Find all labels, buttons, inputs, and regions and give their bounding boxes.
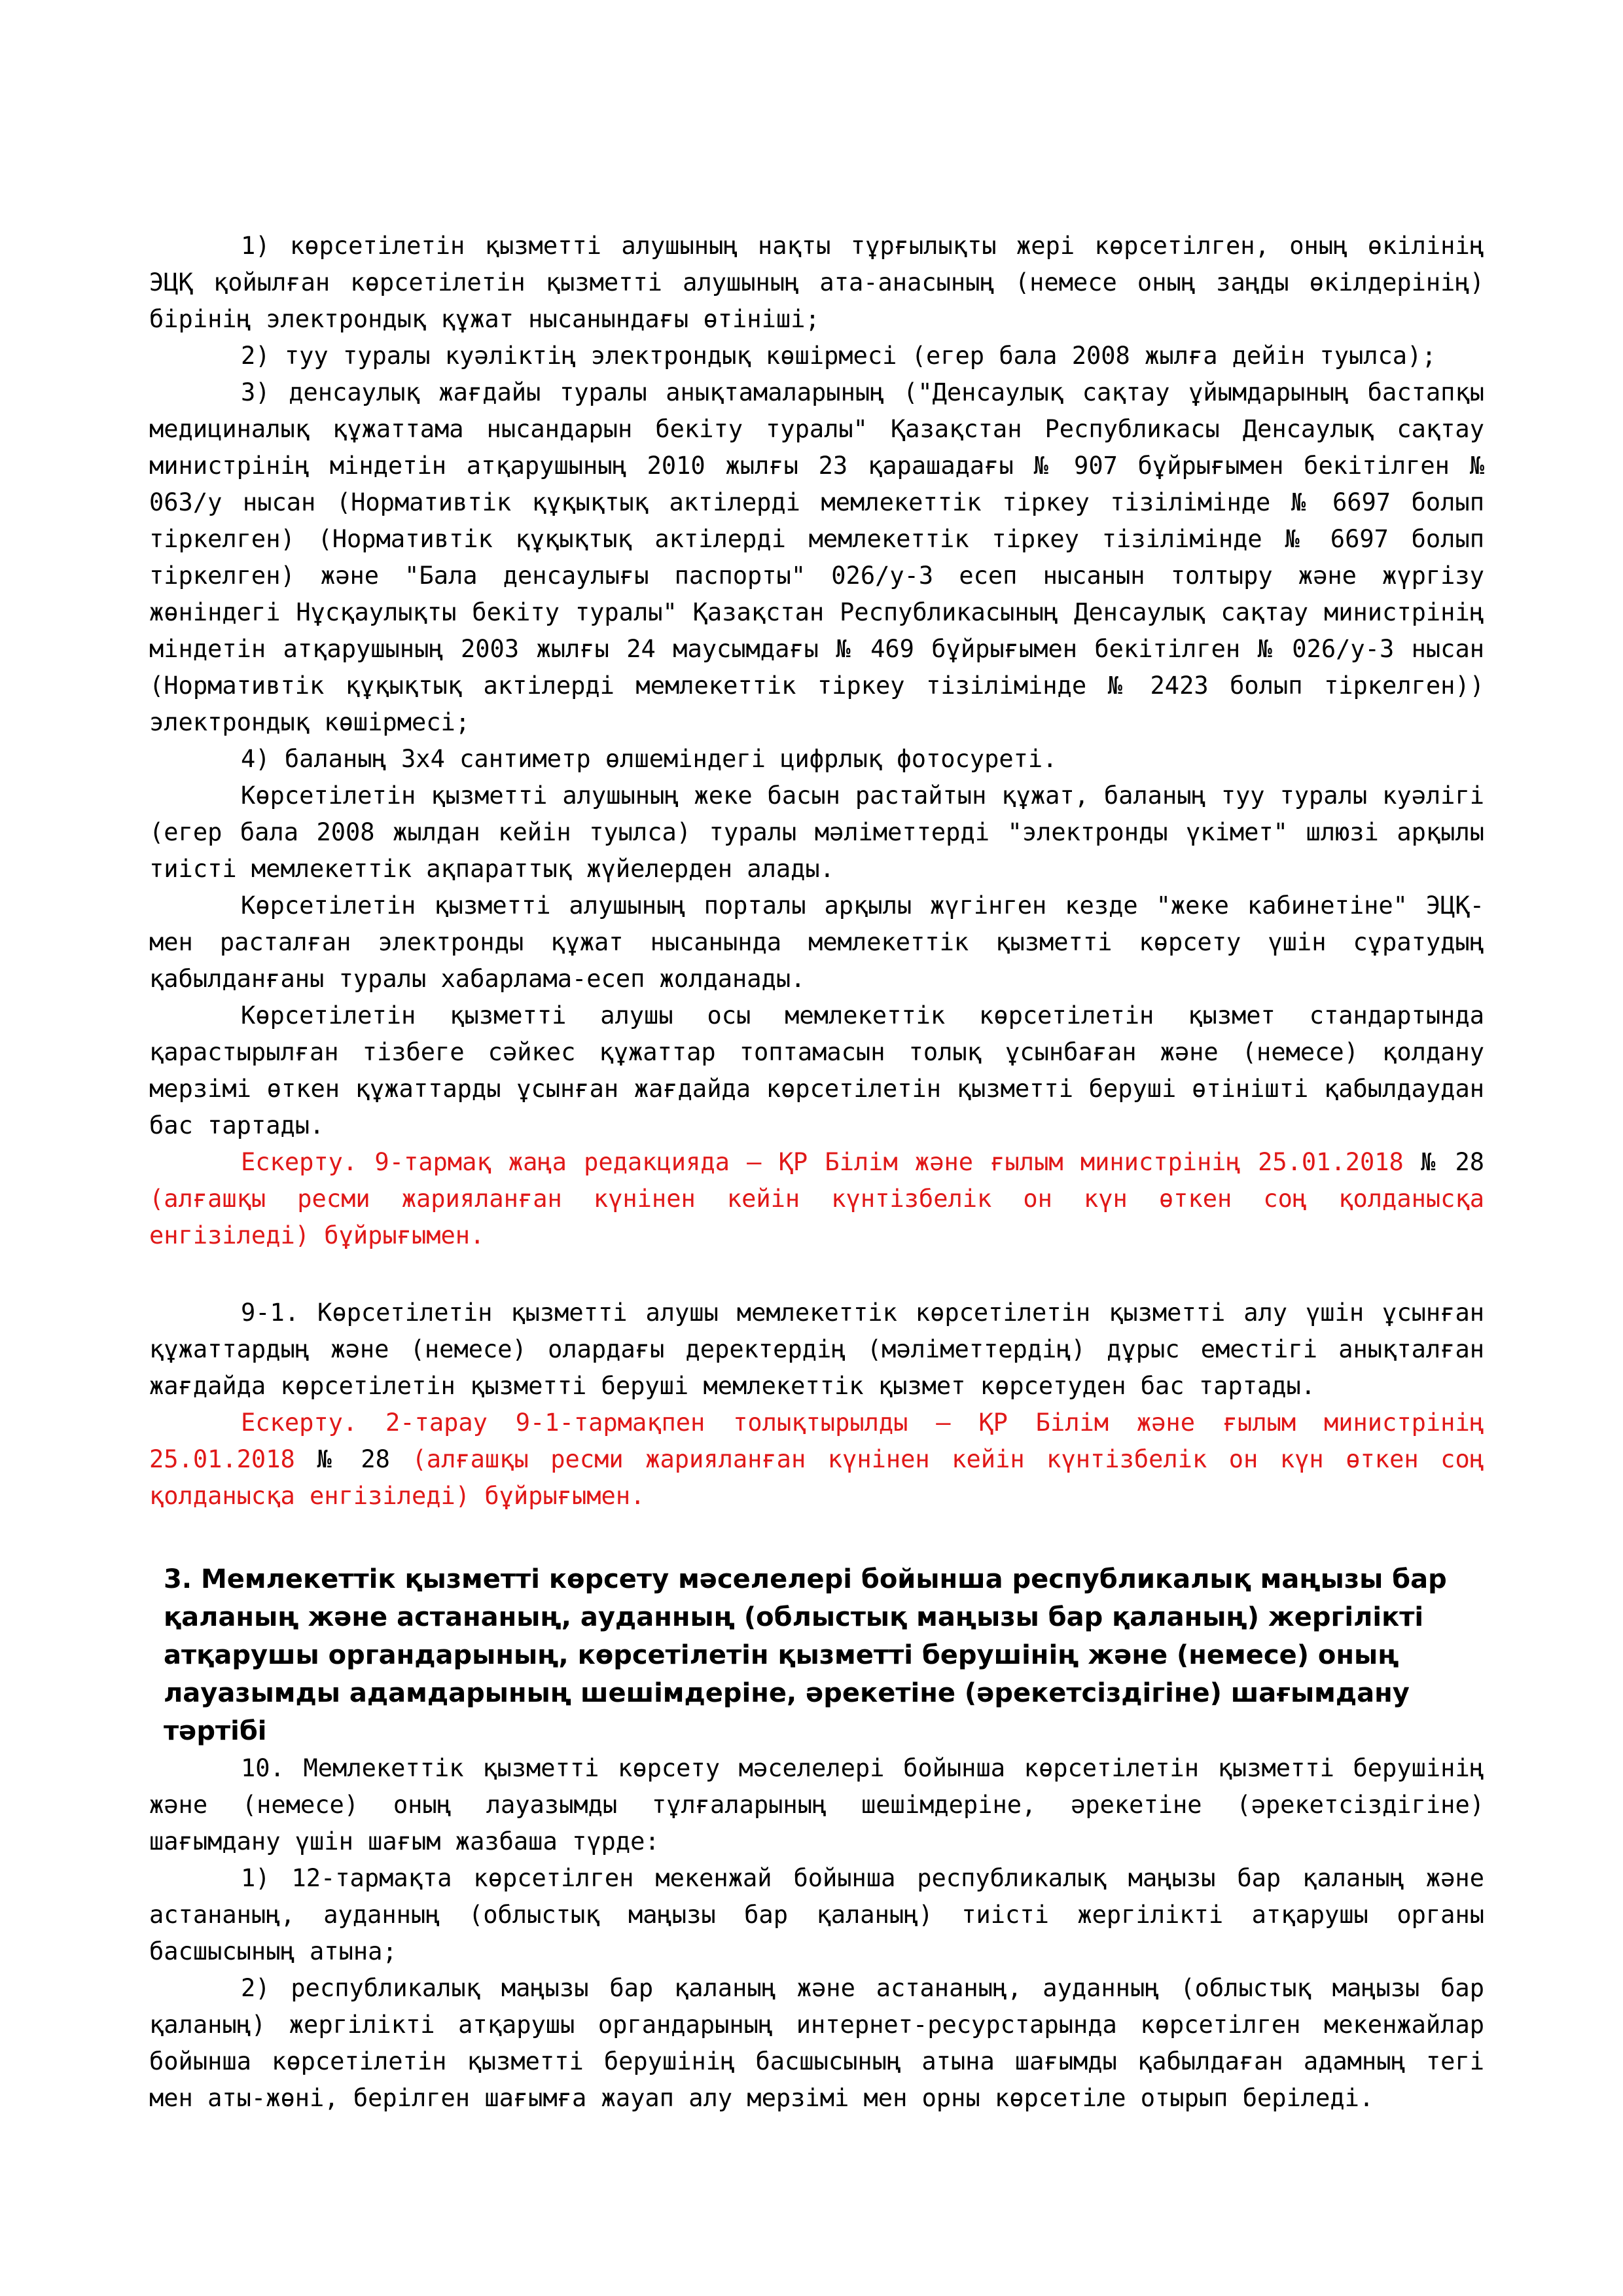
- chapter-heading: 3. Мемлекеттік қызметті көрсету мәселелері бойынша республикалық маңызы бар қаланың және астананың, ауданның (облыстық маңызы бар қаланың) жергілікті атқарушы органдарының, көрсетілетін қызметті берушінің және (немесе) оның лауазымды адамдарының шешімдеріне, әрекетіне (әрекетсіздігіне) шағымдану тәртібі: [164, 1564, 1447, 1746]
- paragraph: Көрсетілетін қызметті алушының порталы арқылы жүгінген кезде "жеке кабинетіне" ЭЦҚ-мен расталған электронды құжат нысанында мемлекеттік қызметті көрсету үшін сұратудың қабылданғаны туралы хабарлама-есеп жолданады.: [149, 891, 1484, 993]
- order-number-link[interactable]: № 28: [1421, 1148, 1484, 1176]
- spacer: [149, 1254, 1484, 1295]
- order-number-link[interactable]: № 28: [317, 1445, 390, 1473]
- paragraph: Көрсетілетін қызметті алушының жеке басын растайтын құжат, баланың туу туралы куәлігі (егер бала 2008 жылдан кейін туылса) туралы мәліметтерді "электронды үкімет" шлюзі арқылы тиісті мемлекеттік ақпараттық жүйелерден алады.: [149, 781, 1484, 883]
- note-text: Ескерту. 9-тармақ жаңа редакцияда – ҚР Білім және ғылым министрінің 25.01.2018: [241, 1148, 1421, 1176]
- note-text: (алғашқы ресми жарияланған күнінен кейін күнтізбелік он күн өткен соң қолданысқа енгізіледі) бұйрығымен.: [149, 1445, 1484, 1510]
- spacer: [149, 1515, 1484, 1560]
- paragraph: Көрсетілетін қызметті алушы осы мемлекеттік көрсетілетін қызмет стандартында қарастырылған тізбеге сәйкес құжаттар топтамасын толық ұсынбаған және (немесе) қолдану мерзімі өткен құжаттарды ұсынған жағдайда көрсетілетін қызметті беруші өтінішті қабылдаудан бас тартады.: [149, 1001, 1484, 1139]
- list-item: 1) 12-тармақта көрсетілген мекенжай бойынша республикалық маңызы бар қаланың және астананың, ауданның (облыстық маңызы бар қаланың) тиісті жергілікті атқарушы органы басшысының атына;: [149, 1864, 1484, 1965]
- list-item: 3) денсаулық жағдайы туралы анықтамаларының ("Денсаулық сақтау ұйымдарының бастапқы медициналық құжаттама нысандарын бекіту туралы" Қазақстан Республикасы Денсаулық сақтау министрінің міндетін атқарушының 2010 жылғы 23 қарашадағы № 907 бұйрығымен бекітілген № 063/у нысан (Нормативтік құқықтық актілерді мемлекеттік тіркеу тізілімінде № 6697 болып тіркелген) (Нормативтік құқықтық актілерді мемлекеттік тіркеу тізілімінде № 6697 болып тіркелген) және "Бала денсаулығы паспорты" 026/у-3 есеп нысанын толтыру және жүргізу жөніндегі Нұсқаулықты бекіту туралы" Қазақстан Республикасының Денсаулық сақтау министрінің міндетін атқарушының 2003 жылғы 24 маусымдағы № 469 бұйрығымен бекітілген № 026/у-3 нысан (Нормативтік құқықтық актілерді мемлекеттік тіркеу тізілімінде № 2423 болып тіркелген)) электрондық көшірмесі;: [149, 378, 1484, 736]
- list-item: 2) туу туралы куәліктің электрондық көшірмесі (егер бала 2008 жылға дейін туылса);: [241, 342, 1436, 370]
- paragraph: 10. Мемлекеттік қызметті көрсету мәселелері бойынша көрсетілетін қызметті берушінің және (немесе) оның лауазымды тұлғаларының шешімдеріне, әрекетіне (әрекетсіздігіне) шағымдану үшін шағым жазбаша түрде:: [149, 1754, 1484, 1856]
- note-text: (алғашқы ресми жарияланған күнінен кейін күнтізбелік он күн өткен соң қолданысқа енгізіледі) бұйрығымен.: [149, 1185, 1484, 1249]
- document-body: [149, 228, 1484, 2117]
- list-item: 4) баланың 3х4 сантиметр өлшеміндегі цифрлық фотосуреті.: [241, 745, 1058, 773]
- list-item: 2) республикалық маңызы бар қаланың және астананың, ауданның (облыстық маңызы бар қаланың) жергілікті атқарушы органдарының интернет-ресурстарында көрсетілген мекенжайлар бойынша көрсетілетін қызметті берушінің басшысының атына шағымды қабылдаған адамның тегі мен аты-жөні, берілген шағымға жауап алу мерзімі мен орны көрсетіле отырып беріледі.: [149, 1974, 1484, 2112]
- amendment-note: [149, 1405, 1484, 1515]
- note-text: Ескерту. 2-тарау 9-1-тармақпен толықтырылды – ҚР Білім және ғылым министрінің 25.01.2018: [149, 1408, 1484, 1473]
- paragraph: 9-1. Көрсетілетін қызметті алушы мемлекеттік көрсетілетін қызметті алу үшін ұсынған құжаттардың және (немесе) олардағы деректердің (мәліметтердің) дұрыс еместігі анықталған жағдайда көрсетілетін қызметті беруші мемлекеттік қызмет көрсетуден бас тартады.: [149, 1299, 1484, 1400]
- list-item: 1) көрсетілетін қызметті алушының нақты тұрғылықты жері көрсетілген, оның өкілінің ЭЦҚ қойылған көрсетілетін қызметті алушының ата-анасының (немесе оның заңды өкілдерінің) бірінің электрондық құжат нысанындағы өтініші;: [149, 232, 1484, 333]
- amendment-note: [149, 1144, 1484, 1254]
